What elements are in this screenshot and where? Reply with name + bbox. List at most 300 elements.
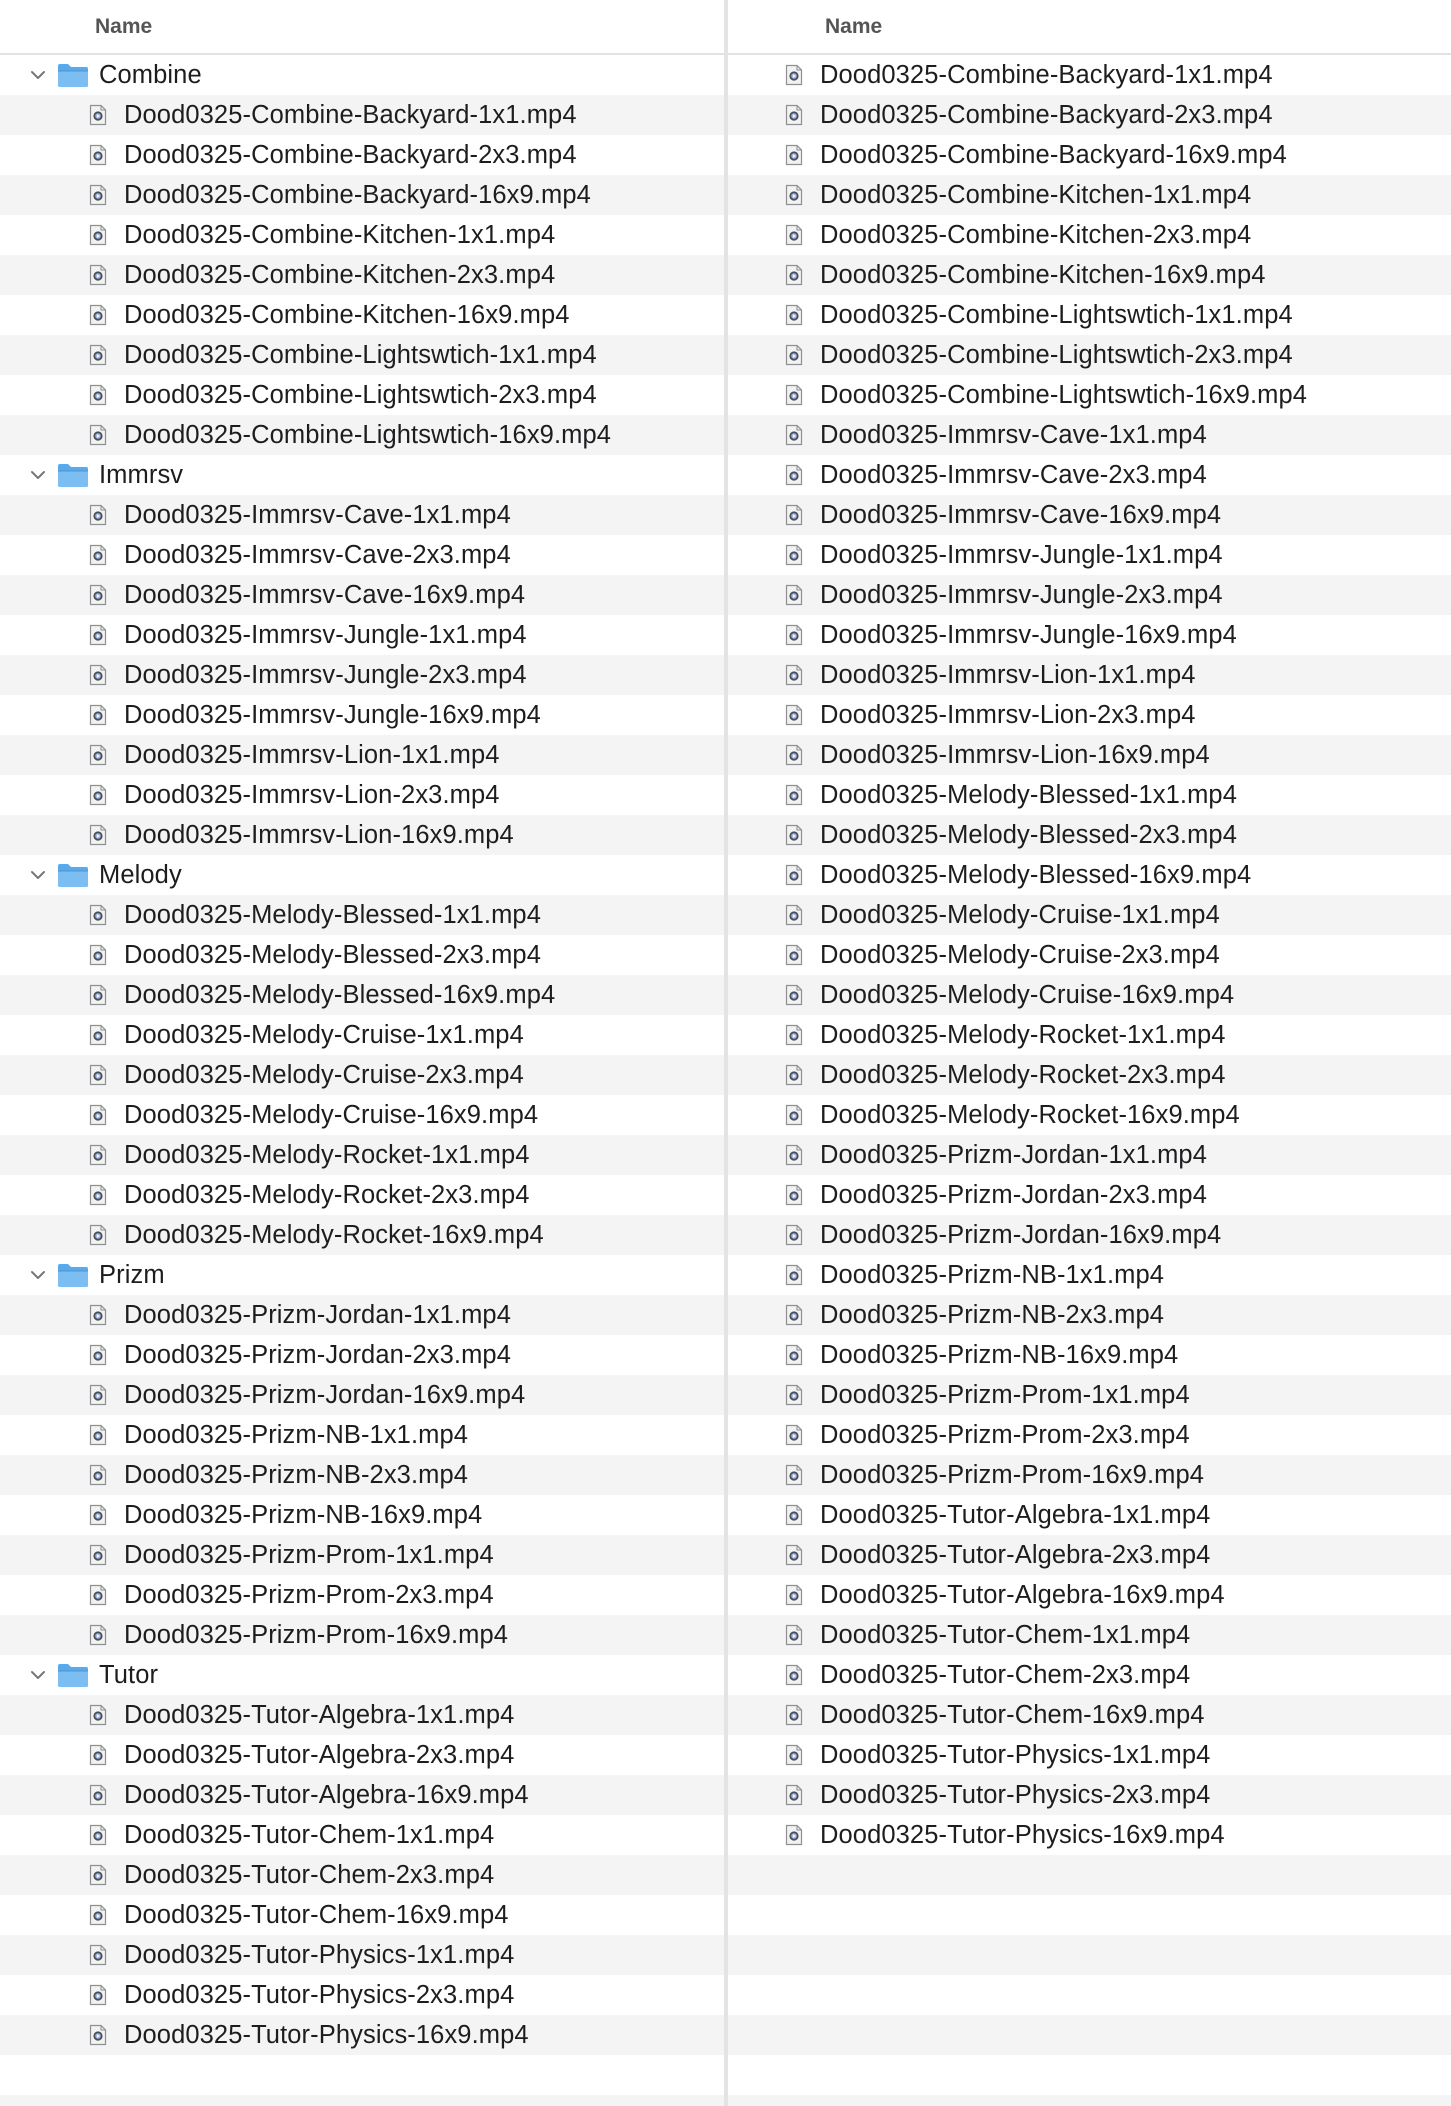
file-name: Dood0325-Combine-Kitchen-2x3.mp4 (124, 260, 556, 289)
file-name: Dood0325-Tutor-Algebra-1x1.mp4 (820, 1500, 1211, 1529)
folder-icon (56, 61, 90, 89)
file-row[interactable] (0, 1135, 724, 1175)
file-name: Dood0325-Tutor-Algebra-1x1.mp4 (124, 1700, 515, 1729)
right-rows (728, 55, 1451, 2106)
video-file-icon (785, 1384, 803, 1406)
file-name: Dood0325-Immrsv-Jungle-1x1.mp4 (820, 540, 1223, 569)
video-file-icon (89, 1864, 107, 1886)
file-row[interactable] (728, 535, 1451, 575)
video-file-icon (89, 104, 107, 126)
chevron-down-icon[interactable] (28, 65, 48, 85)
video-file-icon (785, 784, 803, 806)
video-file-icon (89, 184, 107, 206)
file-row[interactable] (728, 815, 1451, 855)
file-name: Dood0325-Combine-Kitchen-16x9.mp4 (124, 300, 570, 329)
video-file-icon (785, 464, 803, 486)
video-file-icon (785, 1424, 803, 1446)
file-name: Dood0325-Melody-Rocket-16x9.mp4 (124, 1220, 544, 1249)
empty-row (728, 2055, 1451, 2095)
file-row[interactable] (728, 735, 1451, 775)
file-name: Dood0325-Tutor-Physics-16x9.mp4 (820, 1820, 1225, 1849)
video-file-icon (89, 1384, 107, 1406)
video-file-icon (785, 1744, 803, 1766)
file-row[interactable] (728, 1215, 1451, 1255)
file-row[interactable] (0, 575, 724, 615)
video-file-icon (89, 504, 107, 526)
file-row[interactable] (728, 695, 1451, 735)
file-row[interactable] (0, 135, 724, 175)
file-name: Dood0325-Prizm-Jordan-16x9.mp4 (124, 1380, 526, 1409)
file-name: Dood0325-Melody-Cruise-2x3.mp4 (124, 1060, 524, 1089)
video-file-icon (89, 1424, 107, 1446)
file-row[interactable] (0, 815, 724, 855)
video-file-icon (89, 1344, 107, 1366)
file-row[interactable] (0, 95, 724, 135)
file-name: Dood0325-Tutor-Algebra-16x9.mp4 (124, 1780, 529, 1809)
video-file-icon (785, 584, 803, 606)
file-row[interactable] (728, 1455, 1451, 1495)
file-row[interactable] (0, 335, 724, 375)
file-name: Dood0325-Combine-Kitchen-16x9.mp4 (820, 260, 1266, 289)
video-file-icon (785, 624, 803, 646)
file-row[interactable] (0, 295, 724, 335)
video-file-icon (785, 1824, 803, 1846)
video-file-icon (89, 584, 107, 606)
video-file-icon (89, 704, 107, 726)
video-file-icon (89, 984, 107, 1006)
empty-row (728, 1855, 1451, 1895)
file-row[interactable] (728, 1135, 1451, 1175)
video-file-icon (785, 1544, 803, 1566)
file-name: Dood0325-Prizm-Prom-1x1.mp4 (820, 1380, 1190, 1409)
video-file-icon (89, 1464, 107, 1486)
video-file-icon (89, 544, 107, 566)
file-row[interactable] (728, 1615, 1451, 1655)
video-file-icon (785, 1344, 803, 1366)
folder-name: Melody (99, 860, 182, 889)
file-row[interactable] (728, 55, 1451, 95)
file-row[interactable] (0, 1335, 724, 1375)
file-row[interactable] (728, 615, 1451, 655)
file-row[interactable] (0, 1055, 724, 1095)
file-row[interactable] (0, 1455, 724, 1495)
video-file-icon (89, 1984, 107, 2006)
column-header-label: Name (825, 14, 883, 38)
file-row[interactable] (0, 1735, 724, 1775)
video-file-icon (785, 184, 803, 206)
video-file-icon (785, 264, 803, 286)
video-file-icon (785, 984, 803, 1006)
file-row[interactable] (728, 135, 1451, 175)
folder-row[interactable] (0, 855, 724, 895)
file-name: Dood0325-Immrsv-Jungle-2x3.mp4 (820, 580, 1223, 609)
file-row[interactable] (0, 935, 724, 975)
video-file-icon (89, 1024, 107, 1046)
video-file-icon (89, 1104, 107, 1126)
video-file-icon (785, 904, 803, 926)
file-row[interactable] (728, 1575, 1451, 1615)
file-name: Dood0325-Melody-Rocket-1x1.mp4 (820, 1020, 1226, 1049)
video-file-icon (785, 664, 803, 686)
video-file-icon (89, 824, 107, 846)
file-row[interactable] (728, 1175, 1451, 1215)
folder-icon (56, 1661, 90, 1689)
file-row[interactable] (0, 1535, 724, 1575)
file-name: Dood0325-Prizm-Prom-1x1.mp4 (124, 1540, 494, 1569)
file-row[interactable] (728, 335, 1451, 375)
file-name: Dood0325-Melody-Rocket-2x3.mp4 (124, 1180, 530, 1209)
file-row[interactable] (728, 415, 1451, 455)
folder-name: Tutor (99, 1660, 159, 1689)
file-name: Dood0325-Immrsv-Cave-16x9.mp4 (124, 580, 526, 609)
file-row[interactable] (728, 1255, 1451, 1295)
file-name: Dood0325-Melody-Blessed-1x1.mp4 (820, 780, 1237, 809)
file-name: Dood0325-Prizm-NB-1x1.mp4 (820, 1260, 1165, 1289)
empty-row (0, 2095, 724, 2106)
file-name: Dood0325-Tutor-Algebra-2x3.mp4 (820, 1540, 1211, 1569)
file-name: Dood0325-Immrsv-Cave-1x1.mp4 (820, 420, 1207, 449)
video-file-icon (89, 1544, 107, 1566)
file-name: Dood0325-Melody-Blessed-1x1.mp4 (124, 900, 541, 929)
video-file-icon (89, 2024, 107, 2046)
file-row[interactable] (728, 375, 1451, 415)
file-name: Dood0325-Immrsv-Cave-2x3.mp4 (124, 540, 511, 569)
file-row[interactable] (0, 1375, 724, 1415)
file-name: Dood0325-Combine-Lightswtich-1x1.mp4 (124, 340, 597, 369)
file-row[interactable] (0, 255, 724, 295)
file-name: Dood0325-Tutor-Physics-1x1.mp4 (820, 1740, 1211, 1769)
file-name: Dood0325-Prizm-Prom-2x3.mp4 (124, 1580, 494, 1609)
file-name: Dood0325-Tutor-Chem-1x1.mp4 (820, 1620, 1191, 1649)
video-file-icon (785, 824, 803, 846)
file-row[interactable] (0, 1095, 724, 1135)
chevron-down-icon[interactable] (28, 1665, 48, 1685)
file-row[interactable] (0, 215, 724, 255)
file-row[interactable] (0, 1615, 724, 1655)
video-file-icon (89, 904, 107, 926)
video-file-icon (785, 1184, 803, 1206)
file-name: Dood0325-Tutor-Chem-16x9.mp4 (820, 1700, 1205, 1729)
file-name: Dood0325-Combine-Lightswtich-2x3.mp4 (124, 380, 597, 409)
file-name: Dood0325-Melody-Cruise-1x1.mp4 (124, 1020, 524, 1049)
video-file-icon (89, 384, 107, 406)
file-row[interactable] (728, 1015, 1451, 1055)
file-name: Dood0325-Immrsv-Jungle-1x1.mp4 (124, 620, 527, 649)
chevron-down-icon[interactable] (28, 865, 48, 885)
file-row[interactable] (0, 1295, 724, 1335)
file-name: Dood0325-Prizm-Jordan-1x1.mp4 (820, 1140, 1207, 1169)
video-file-icon (785, 224, 803, 246)
file-row[interactable] (728, 655, 1451, 695)
file-name: Dood0325-Melody-Blessed-16x9.mp4 (124, 980, 556, 1009)
video-file-icon (785, 1464, 803, 1486)
file-row[interactable] (0, 1175, 724, 1215)
video-file-icon (785, 1504, 803, 1526)
video-file-icon (89, 1944, 107, 1966)
file-row[interactable] (728, 1735, 1451, 1775)
file-name: Dood0325-Combine-Backyard-16x9.mp4 (820, 140, 1287, 169)
file-name: Dood0325-Tutor-Chem-16x9.mp4 (124, 1900, 509, 1929)
video-file-icon (785, 1024, 803, 1046)
file-name: Dood0325-Melody-Blessed-2x3.mp4 (124, 940, 541, 969)
file-row[interactable] (0, 535, 724, 575)
file-name: Dood0325-Prizm-Prom-16x9.mp4 (124, 1620, 509, 1649)
video-file-icon (89, 1064, 107, 1086)
left-rows (0, 55, 724, 2106)
file-name: Dood0325-Prizm-Prom-16x9.mp4 (820, 1460, 1205, 1489)
name-column-header[interactable] (0, 0, 724, 55)
empty-row (728, 1935, 1451, 1975)
file-name: Dood0325-Immrsv-Lion-16x9.mp4 (820, 740, 1210, 769)
file-name: Dood0325-Tutor-Physics-16x9.mp4 (124, 2020, 529, 2049)
video-file-icon (89, 744, 107, 766)
video-file-icon (89, 144, 107, 166)
video-file-icon (89, 224, 107, 246)
file-name: Dood0325-Prizm-Jordan-2x3.mp4 (124, 1340, 511, 1369)
folder-row[interactable] (0, 1655, 724, 1695)
file-name: Dood0325-Combine-Backyard-2x3.mp4 (820, 100, 1273, 129)
file-row[interactable] (728, 1775, 1451, 1815)
file-row[interactable] (728, 855, 1451, 895)
file-row[interactable] (0, 1895, 724, 1935)
file-name: Dood0325-Combine-Backyard-1x1.mp4 (124, 100, 577, 129)
left-file-list (0, 0, 724, 2106)
video-file-icon (785, 1224, 803, 1246)
file-row[interactable] (728, 1695, 1451, 1735)
video-file-icon (785, 1104, 803, 1126)
file-row[interactable] (728, 1815, 1451, 1855)
file-name: Dood0325-Combine-Backyard-16x9.mp4 (124, 180, 591, 209)
video-file-icon (785, 1584, 803, 1606)
file-name: Dood0325-Prizm-Prom-2x3.mp4 (820, 1420, 1190, 1449)
chevron-down-icon[interactable] (28, 1265, 48, 1285)
video-file-icon (89, 1144, 107, 1166)
file-row[interactable] (728, 935, 1451, 975)
file-name: Dood0325-Prizm-NB-1x1.mp4 (124, 1420, 469, 1449)
file-name: Dood0325-Tutor-Physics-2x3.mp4 (124, 1980, 515, 2009)
folder-icon (56, 861, 90, 889)
folder-name: Immrsv (99, 460, 184, 489)
video-file-icon (89, 944, 107, 966)
video-file-icon (89, 784, 107, 806)
file-row[interactable] (728, 775, 1451, 815)
video-file-icon (89, 1304, 107, 1326)
folder-row[interactable] (0, 455, 724, 495)
file-row[interactable] (0, 735, 724, 775)
file-name: Dood0325-Immrsv-Lion-2x3.mp4 (124, 780, 500, 809)
file-name: Dood0325-Combine-Kitchen-2x3.mp4 (820, 220, 1252, 249)
video-file-icon (89, 1904, 107, 1926)
file-row[interactable] (0, 175, 724, 215)
file-name: Dood0325-Tutor-Physics-2x3.mp4 (820, 1780, 1211, 1809)
file-name: Dood0325-Combine-Lightswtich-1x1.mp4 (820, 300, 1293, 329)
file-row[interactable] (728, 95, 1451, 135)
file-row[interactable] (728, 975, 1451, 1015)
file-row[interactable] (0, 975, 724, 1015)
file-name: Dood0325-Immrsv-Jungle-2x3.mp4 (124, 660, 527, 689)
file-row[interactable] (0, 695, 724, 735)
file-row[interactable] (0, 1815, 724, 1855)
file-name: Dood0325-Immrsv-Cave-1x1.mp4 (124, 500, 511, 529)
file-name: Dood0325-Melody-Cruise-2x3.mp4 (820, 940, 1220, 969)
file-name: Dood0325-Combine-Kitchen-1x1.mp4 (820, 180, 1252, 209)
file-name: Dood0325-Tutor-Chem-1x1.mp4 (124, 1820, 495, 1849)
video-file-icon (785, 544, 803, 566)
video-file-icon (89, 1784, 107, 1806)
file-name: Dood0325-Immrsv-Lion-1x1.mp4 (820, 660, 1196, 689)
file-row[interactable] (0, 495, 724, 535)
file-name: Dood0325-Prizm-Jordan-1x1.mp4 (124, 1300, 511, 1329)
file-row[interactable] (728, 455, 1451, 495)
file-name: Dood0325-Prizm-NB-16x9.mp4 (820, 1340, 1179, 1369)
empty-row (728, 2095, 1451, 2106)
file-row[interactable] (0, 775, 724, 815)
name-column-header[interactable] (728, 0, 1451, 55)
empty-row (0, 2055, 724, 2095)
file-row[interactable] (0, 1935, 724, 1975)
empty-row (728, 1975, 1451, 2015)
file-name: Dood0325-Prizm-Jordan-2x3.mp4 (820, 1180, 1207, 1209)
video-file-icon (89, 344, 107, 366)
video-file-icon (785, 704, 803, 726)
video-file-icon (785, 384, 803, 406)
video-file-icon (785, 1304, 803, 1326)
file-row[interactable] (728, 575, 1451, 615)
file-name: Dood0325-Combine-Lightswtich-16x9.mp4 (820, 380, 1308, 409)
file-name: Dood0325-Immrsv-Lion-2x3.mp4 (820, 700, 1196, 729)
file-name: Dood0325-Prizm-NB-16x9.mp4 (124, 1500, 483, 1529)
empty-row (728, 2015, 1451, 2055)
video-file-icon (89, 1224, 107, 1246)
file-row[interactable] (728, 1415, 1451, 1455)
file-row[interactable] (0, 375, 724, 415)
video-file-icon (785, 1144, 803, 1166)
file-row[interactable] (0, 1775, 724, 1815)
file-name: Dood0325-Melody-Cruise-16x9.mp4 (820, 980, 1235, 1009)
file-row[interactable] (0, 1015, 724, 1055)
video-file-icon (89, 1744, 107, 1766)
file-name: Dood0325-Tutor-Chem-2x3.mp4 (124, 1860, 495, 1889)
file-name: Dood0325-Prizm-NB-2x3.mp4 (820, 1300, 1165, 1329)
video-file-icon (785, 104, 803, 126)
column-header-label: Name (95, 14, 153, 38)
file-name: Dood0325-Combine-Lightswtich-2x3.mp4 (820, 340, 1293, 369)
file-name: Dood0325-Melody-Rocket-16x9.mp4 (820, 1100, 1240, 1129)
file-row[interactable] (0, 615, 724, 655)
file-row[interactable] (728, 1095, 1451, 1135)
video-file-icon (785, 304, 803, 326)
file-row[interactable] (728, 1535, 1451, 1575)
video-file-icon (785, 144, 803, 166)
empty-row (728, 1895, 1451, 1935)
video-file-icon (89, 1704, 107, 1726)
file-row[interactable] (0, 1975, 724, 2015)
file-row[interactable] (0, 2015, 724, 2055)
file-row[interactable] (0, 1215, 724, 1255)
video-file-icon (785, 744, 803, 766)
video-file-icon (89, 1624, 107, 1646)
video-file-icon (89, 1824, 107, 1846)
file-row[interactable] (0, 1495, 724, 1535)
folder-row[interactable] (0, 55, 724, 95)
file-row[interactable] (728, 1335, 1451, 1375)
file-name: Dood0325-Combine-Kitchen-1x1.mp4 (124, 220, 556, 249)
video-file-icon (785, 424, 803, 446)
video-file-icon (785, 1664, 803, 1686)
file-row[interactable] (0, 655, 724, 695)
file-name: Dood0325-Immrsv-Lion-1x1.mp4 (124, 740, 500, 769)
file-name: Dood0325-Melody-Cruise-16x9.mp4 (124, 1100, 539, 1129)
folder-icon (56, 461, 90, 489)
video-file-icon (89, 1184, 107, 1206)
file-name: Dood0325-Immrsv-Cave-2x3.mp4 (820, 460, 1207, 489)
file-name: Dood0325-Immrsv-Jungle-16x9.mp4 (124, 700, 541, 729)
file-row[interactable] (728, 1055, 1451, 1095)
video-file-icon (89, 664, 107, 686)
file-row[interactable] (728, 1375, 1451, 1415)
video-file-icon (89, 304, 107, 326)
right-file-list (728, 0, 1451, 2106)
file-name: Dood0325-Combine-Lightswtich-16x9.mp4 (124, 420, 612, 449)
video-file-icon (89, 1584, 107, 1606)
file-name: Dood0325-Tutor-Algebra-2x3.mp4 (124, 1740, 515, 1769)
file-row[interactable] (728, 1295, 1451, 1335)
video-file-icon (785, 944, 803, 966)
video-file-icon (785, 1704, 803, 1726)
file-name: Dood0325-Melody-Rocket-2x3.mp4 (820, 1060, 1226, 1089)
file-row[interactable] (728, 1655, 1451, 1695)
video-file-icon (785, 1784, 803, 1806)
file-row[interactable] (728, 215, 1451, 255)
file-row[interactable] (728, 1495, 1451, 1535)
video-file-icon (785, 504, 803, 526)
file-row[interactable] (0, 1415, 724, 1455)
file-name: Dood0325-Melody-Blessed-16x9.mp4 (820, 860, 1252, 889)
video-file-icon (89, 624, 107, 646)
video-file-icon (89, 424, 107, 446)
file-row[interactable] (0, 1855, 724, 1895)
file-row[interactable] (0, 1695, 724, 1735)
chevron-down-icon[interactable] (28, 465, 48, 485)
video-file-icon (785, 1264, 803, 1286)
folder-icon (56, 1261, 90, 1289)
file-row[interactable] (728, 895, 1451, 935)
file-name: Dood0325-Prizm-NB-2x3.mp4 (124, 1460, 469, 1489)
file-name: Dood0325-Melody-Blessed-2x3.mp4 (820, 820, 1237, 849)
file-name: Dood0325-Combine-Backyard-1x1.mp4 (820, 60, 1273, 89)
video-file-icon (785, 1064, 803, 1086)
file-row[interactable] (728, 295, 1451, 335)
folder-name: Prizm (99, 1260, 165, 1289)
folder-row[interactable] (0, 1255, 724, 1295)
video-file-icon (89, 1504, 107, 1526)
video-file-icon (785, 64, 803, 86)
file-name: Dood0325-Tutor-Physics-1x1.mp4 (124, 1940, 515, 1969)
file-row[interactable] (728, 255, 1451, 295)
file-name: Dood0325-Immrsv-Lion-16x9.mp4 (124, 820, 514, 849)
file-row[interactable] (0, 415, 724, 455)
file-row[interactable] (0, 895, 724, 935)
file-name: Dood0325-Combine-Backyard-2x3.mp4 (124, 140, 577, 169)
file-name: Dood0325-Immrsv-Jungle-16x9.mp4 (820, 620, 1237, 649)
video-file-icon (89, 264, 107, 286)
file-name: Dood0325-Tutor-Algebra-16x9.mp4 (820, 1580, 1225, 1609)
file-row[interactable] (728, 175, 1451, 215)
file-row[interactable] (728, 495, 1451, 535)
folder-name: Combine (99, 60, 202, 89)
file-row[interactable] (0, 1575, 724, 1615)
video-file-icon (785, 1624, 803, 1646)
